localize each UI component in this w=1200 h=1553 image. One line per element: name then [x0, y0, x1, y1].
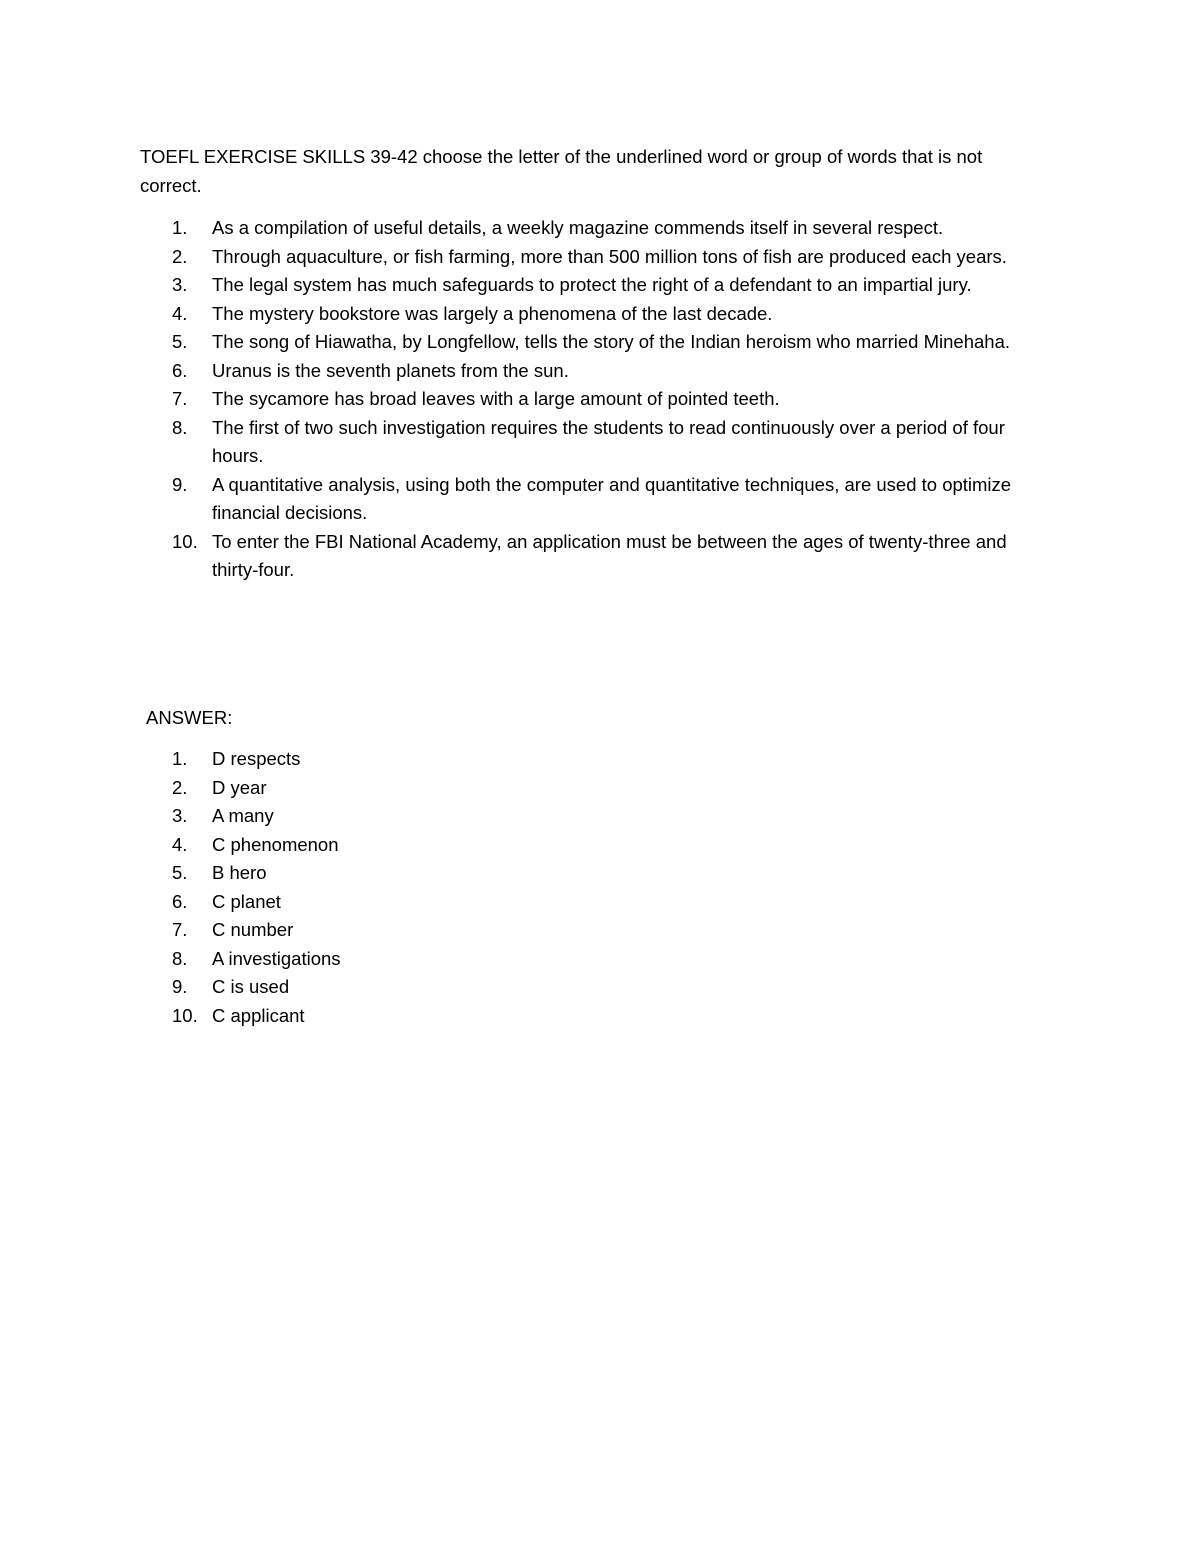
answer-list	[140, 745, 740, 1030]
question-text: The sycamore has broad leaves with a large amount of pointed teeth.	[212, 388, 780, 409]
answer-item	[140, 973, 740, 1002]
question-item	[140, 414, 1040, 471]
answer-number: 4.	[172, 833, 188, 855]
answer-text: B hero	[212, 862, 267, 883]
answer-text: A investigations	[212, 947, 341, 969]
answer-item	[140, 745, 740, 774]
question-number: 7.	[172, 388, 188, 409]
question-number: 4.	[172, 302, 188, 324]
exercise-instructions: TOEFL EXERCISE SKILLS 39-42 choose the letter of the underlined word or group of words that is not correct.	[140, 146, 983, 196]
question-number: 3.	[172, 274, 188, 295]
answer-number: 6.	[172, 890, 188, 912]
answer-text: C is used	[212, 976, 290, 997]
question-item	[140, 214, 1040, 243]
question-list	[140, 214, 1040, 585]
question-item	[140, 471, 1040, 528]
question-text: The legal system has much safeguards to protect the right of a defendant to an impartial jury.	[212, 274, 972, 295]
answer-number: 10.	[172, 1004, 198, 1026]
question-item	[140, 300, 1040, 329]
answer-number: 5.	[172, 862, 188, 883]
question-number: 10.	[172, 530, 198, 552]
answer-text: C planet	[212, 890, 281, 912]
answer-number: 2.	[172, 776, 188, 798]
question-number: 2.	[172, 245, 188, 267]
answer-number: 3.	[172, 805, 188, 826]
question-text: The song of Hiawatha, by Longfellow, tells the story of the Indian heroism who married Minehaha.	[212, 331, 1010, 352]
question-item	[140, 528, 1040, 585]
question-item	[140, 328, 1040, 357]
answer-item	[140, 916, 740, 945]
question-item	[140, 385, 1040, 414]
question-item	[140, 357, 1040, 386]
answer-item	[140, 831, 740, 860]
question-number: 5.	[172, 331, 188, 352]
answer-number: 7.	[172, 919, 188, 940]
question-text: Through aquaculture, or fish farming, more than 500 million tons of fish are produced each years.	[212, 245, 1007, 267]
answer-text: C applicant	[212, 1004, 305, 1026]
answer-text: C phenomenon	[212, 833, 339, 855]
answer-text: D year	[212, 776, 267, 798]
answer-item	[140, 774, 740, 803]
question-text: A quantitative analysis, using both the computer and quantitative techniques, are used to optimize financial decisions.	[212, 473, 1012, 523]
answer-number: 1.	[172, 748, 188, 769]
question-text: As a compilation of useful details, a weekly magazine commends itself in several respect.	[212, 217, 944, 238]
answer-text: D respects	[212, 748, 301, 769]
question-text: To enter the FBI National Academy, an application must be between the ages of twenty-three and thirty-four.	[212, 530, 1007, 580]
question-text: Uranus is the seventh planets from the sun.	[212, 359, 569, 381]
question-number: 1.	[172, 217, 188, 238]
answer-item	[140, 859, 740, 888]
answer-text: A many	[212, 805, 274, 826]
answer-heading: ANSWER:	[146, 707, 233, 728]
question-text: The mystery bookstore was largely a phenomena of the last decade.	[212, 302, 773, 324]
question-item	[140, 243, 1040, 272]
question-number: 6.	[172, 359, 188, 381]
answer-item	[140, 888, 740, 917]
answer-number: 8.	[172, 947, 188, 969]
question-text: The first of two such investigation requires the students to read continuously over a period of four hours.	[212, 416, 1005, 466]
answer-item	[140, 945, 740, 974]
question-number: 9.	[172, 473, 188, 495]
answer-item	[140, 1002, 740, 1031]
answer-number: 9.	[172, 976, 188, 997]
question-item	[140, 271, 1040, 300]
answer-text: C number	[212, 919, 294, 940]
answer-item	[140, 802, 740, 831]
question-number: 8.	[172, 416, 188, 438]
